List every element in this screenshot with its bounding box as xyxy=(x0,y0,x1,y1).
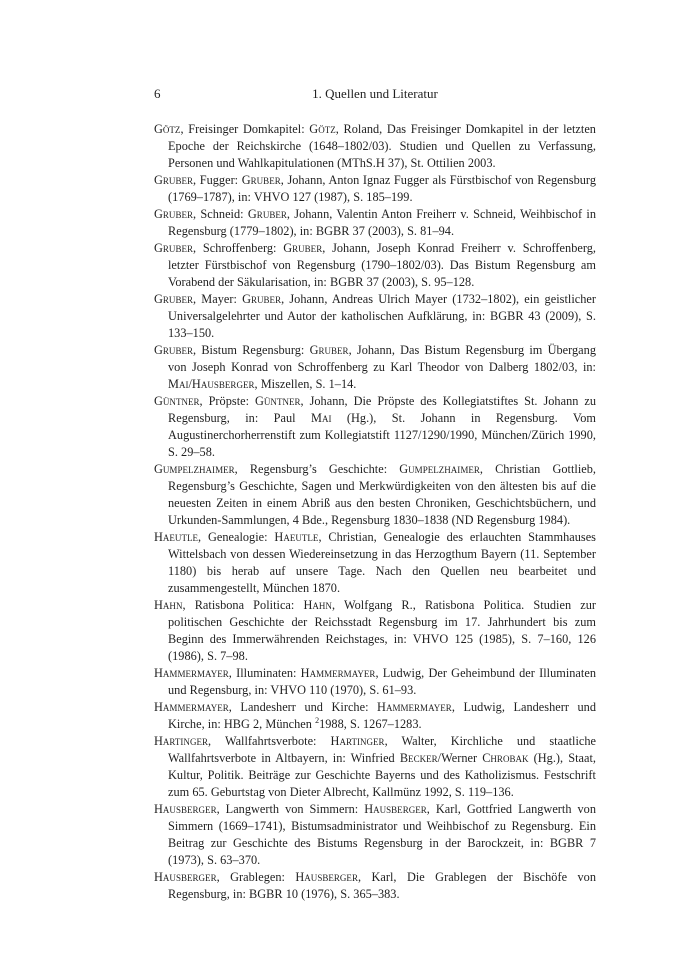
bibliography-entry: Götz, Freisinger Domkapitel: Götz, Roland, Das Freisinger Domkapitel in der letzten Epoche der Reichskirche (1648–1802/03). Studien und Quellen zu Verfassung, Personen und Wahlkapitulationen (MThS.H 37), St. Ottilien 2003. xyxy=(154,122,596,170)
bibliography-entry: Gruber, Schroffenberg: Gruber, Johann, Joseph Konrad Freiherr v. Schroffenberg, letzter Fürstbischof von Regensburg (1790–1802/03). Das Bistum Regensburg am Vorabend der Säkularisation, in: BGBR 37 (2003), S. 95–128. xyxy=(154,241,596,289)
page-header xyxy=(154,86,596,104)
bibliography-entry: Hausberger, Grablegen: Hausberger, Karl, Die Grablegen der Bischöfe von Regensburg, in: BGBR 10 (1976), S. 365–383. xyxy=(154,870,596,901)
bibliography-list xyxy=(154,121,596,903)
bibliography-entry: Gumpelzhaimer, Regensburg’s Geschichte: Gumpelzhaimer, Christian Gottlieb, Regensburg’s Geschichte, Sagen und Merkwürdigkeiten von den ältesten bis auf die neuesten Zeiten in einem Abriß aus den besten Chroniken, Geschichtsbüchern, und Urkunden-Sammlungen, 4 Bde., Regensburg 1830–1838 (ND Regensburg 1984). xyxy=(154,462,596,527)
bibliography-entry: Hammermayer, Illuminaten: Hammermayer, Ludwig, Der Geheimbund der Illuminaten und Regensburg, in: VHVO 110 (1970), S. 61–93. xyxy=(154,666,596,697)
running-head: 1. Quellen und Literatur xyxy=(312,86,438,101)
bibliography-entry: Hahn, Ratisbona Politica: Hahn, Wolfgang R., Ratisbona Politica. Studien zur politischen Geschichte der Reichsstadt Regensburg im 17. Jahrhundert bis zum Beginn des Immerwährenden Reichstages, in: VHVO 125 (1985), S. 7–160, 126 (1986), S. 7–98. xyxy=(154,598,597,663)
bibliography-entry: Gruber, Bistum Regensburg: Gruber, Johann, Das Bistum Regensburg im Übergang von Joseph Konrad von Schroffenberg zu Karl Theodor von Dalberg 1802/03, in: Mai/Hausberger, Miszellen, S. 1–14. xyxy=(154,343,596,391)
bibliography-entry: Gruber, Mayer: Gruber, Johann, Andreas Ulrich Mayer (1732–1802), ein geistlicher Universalgelehrter und Autor der katholischen Aufklärung, in: BGBR 43 (2009), S. 133–150. xyxy=(154,292,596,340)
bibliography-entry: Haeutle, Genealogie: Haeutle, Christian, Genealogie des erlauchten Stammhauses Wittelsbach von dessen Wiedereinsetzung in das Herzogthum Bayern (11. September 1180) bis herab auf unsere Tage. Nach den Quellen neu bearbeitet und zusammengestellt, München 1870. xyxy=(154,530,596,595)
bibliography-entry: Hammermayer, Landesherr und Kirche: Hammermayer, Ludwig, Landesherr und Kirche, in: HBG 2, München $^2$1988, S. 1267–1283. xyxy=(154,700,597,731)
bibliography-entry: Hausberger, Langwerth von Simmern: Hausberger, Karl, Gottfried Langwerth von Simmern (1669–1741), Bistumsadministrator und Weihbischof zu Regensburg. Ein Beitrag zur Geschichte des Bistums Regensburg in der Barockzeit, in: BGBR 7 (1973), S. 63–370. xyxy=(154,802,596,867)
page-number: 6 xyxy=(154,86,161,101)
bibliography-entry: Güntner, Pröpste: Güntner, Johann, Die Pröpste des Kollegiatstiftes St. Johann zu Regensburg, in: Paul Mai (Hg.), St. Johann in Regensburg. Vom Augustinerchorherrenstift zum Kollegiatstift 1127/1290/1990, München/Zürich 1990, S. 29–58. xyxy=(154,394,596,459)
bibliography-entry: Gruber, Schneid: Gruber, Johann, Valentin Anton Freiherr v. Schneid, Weihbischof in Regensburg (1779–1802), in: BGBR 37 (2003), S. 81–94. xyxy=(154,207,596,238)
bibliography-entry: Gruber, Fugger: Gruber, Johann, Anton Ignaz Fugger als Fürstbischof von Regensburg (1769–1787), in: VHVO 127 (1987), S. 185–199. xyxy=(154,173,596,204)
bibliography-entry: Hartinger, Wallfahrtsverbote: Hartinger, Walter, Kirchliche und staatliche Wallfahrtsverbote in Altbayern, in: Winfried Becker/Werner Chrobak (Hg.), Staat, Kultur, Politik. Beiträge zur Geschichte Bayerns und des Katholizismus. Festschrift zum 65. Geburtstag von Dieter Albrecht, Kallmünz 1992, S. 119–136. xyxy=(154,734,597,799)
